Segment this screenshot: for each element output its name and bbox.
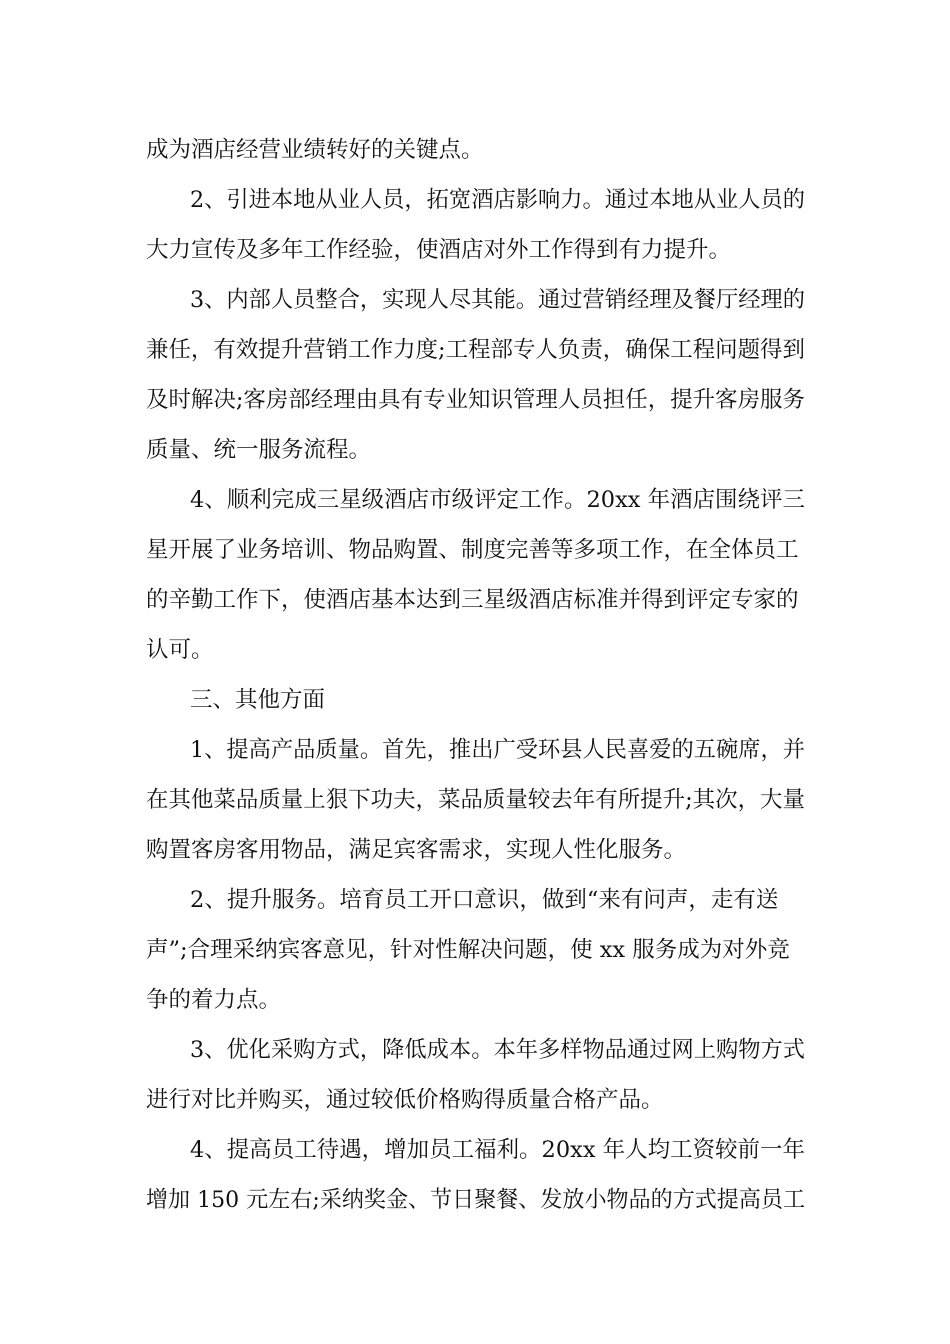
text-line-content: 三、其他方面 (190, 687, 326, 713)
text-line (0, 285, 950, 315)
text-line (0, 335, 950, 365)
text-line (0, 485, 950, 515)
text-line (0, 785, 950, 815)
text-line-content: 成为酒店经营业绩转好的关键点。 (146, 137, 484, 163)
section-heading (0, 685, 950, 715)
text-line (0, 185, 950, 215)
text-line (0, 1135, 950, 1165)
text-line-content: 购置客房客用物品，满足宾客需求，实现人性化服务。 (146, 837, 687, 863)
text-line-content: 3、内部人员整合，实现人尽其能。通过营销经理及餐厅经理的 (190, 287, 805, 313)
text-line (0, 1035, 950, 1065)
text-line (0, 985, 950, 1015)
text-line (0, 235, 950, 265)
text-line (0, 835, 950, 865)
text-line (0, 135, 950, 165)
text-line (0, 635, 950, 665)
text-line (0, 935, 950, 965)
text-line-content: 4、顺利完成三星级酒店市级评定工作。20xx 年酒店围绕评三 (190, 487, 805, 513)
text-line-content: 3、优化采购方式，降低成本。本年多样物品通过网上购物方式 (190, 1037, 805, 1063)
text-line-content: 增加 150 元左右;采纳奖金、节日聚餐、发放小物品的方式提高员工 (146, 1187, 806, 1213)
text-line (0, 435, 950, 465)
text-line-content: 在其他菜品质量上狠下功夫，菜品质量较去年有所提升;其次，大量 (146, 787, 805, 813)
text-line-content: 认可。 (146, 637, 214, 663)
text-line (0, 1085, 950, 1115)
text-line-content: 声”;合理采纳宾客意见，针对性解决问题，使 xx 服务成为对外竞 (146, 937, 790, 963)
text-line-content: 1、提高产品质量。首先，推出广受环县人民喜爱的五碗席，并 (190, 737, 805, 763)
text-line-content: 的辛勤工作下，使酒店基本达到三星级酒店标准并得到评定专家的 (146, 587, 799, 613)
text-line (0, 1185, 950, 1215)
text-line-content: 质量、统一服务流程。 (146, 437, 372, 463)
text-line (0, 735, 950, 765)
text-line (0, 885, 950, 915)
text-line (0, 535, 950, 565)
text-line (0, 585, 950, 615)
text-line-content: 及时解决;客房部经理由具有专业知识管理人员担任，提升客房服务 (146, 387, 805, 413)
text-line-content: 兼任，有效提升营销工作力度;工程部专人负责，确保工程问题得到 (146, 337, 805, 363)
text-line-content: 进行对比并购买，通过较低价格购得质量合格产品。 (146, 1087, 664, 1113)
text-line-content: 星开展了业务培训、物品购置、制度完善等多项工作，在全体员工 (146, 537, 799, 563)
text-line-content: 4、提高员工待遇，增加员工福利。20xx 年人均工资较前一年 (190, 1137, 805, 1163)
text-line-content: 2、提升服务。培育员工开口意识，做到“来有问声，走有送 (190, 887, 779, 913)
text-line-content: 争的着力点。 (146, 987, 282, 1013)
text-line (0, 385, 950, 415)
text-line-content: 2、引进本地从业人员，拓宽酒店影响力。通过本地从业人员的 (190, 187, 805, 213)
text-line-content: 大力宣传及多年工作经验，使酒店对外工作得到有力提升。 (146, 237, 732, 263)
